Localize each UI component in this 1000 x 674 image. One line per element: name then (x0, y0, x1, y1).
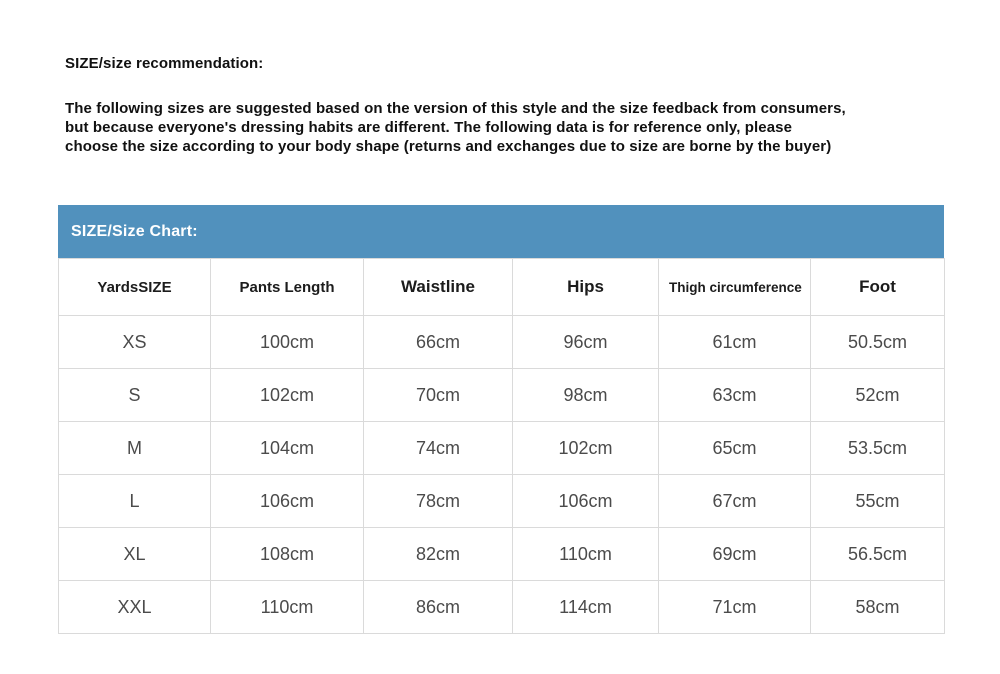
column-header: Pants Length (211, 259, 364, 316)
measurement-cell: 102cm (513, 422, 659, 475)
measurement-cell: 74cm (364, 422, 513, 475)
measurement-cell: 66cm (364, 316, 513, 369)
column-header: Thigh circumference (659, 259, 811, 316)
measurement-cell: 110cm (513, 528, 659, 581)
table-row (59, 528, 945, 581)
size-chart-banner: SIZE/Size Chart: (58, 205, 944, 258)
table-row (59, 581, 945, 634)
measurement-cell: 104cm (211, 422, 364, 475)
measurement-cell: 102cm (211, 369, 364, 422)
intro-line-2: but because everyone's dressing habits are different. The following data is for reference only, please (65, 119, 793, 136)
measurement-cell: 55cm (811, 475, 945, 528)
measurement-cell: 70cm (364, 369, 513, 422)
table-row (59, 475, 945, 528)
measurement-cell: 61cm (659, 316, 811, 369)
intro-line-1: The following sizes are suggested based on the version of this style and the size feedback from consumers, (65, 100, 846, 117)
measurement-cell: 108cm (211, 528, 364, 581)
column-header: Waistline (364, 259, 513, 316)
measurement-cell: 106cm (211, 475, 364, 528)
measurement-cell: 82cm (364, 528, 513, 581)
measurement-cell: 106cm (513, 475, 659, 528)
intro-paragraph (65, 99, 955, 156)
measurement-cell: 50.5cm (811, 316, 945, 369)
measurement-cell: 71cm (659, 581, 811, 634)
measurement-cell: 86cm (364, 581, 513, 634)
column-header: Foot (811, 259, 945, 316)
measurement-cell: 114cm (513, 581, 659, 634)
measurement-cell: 53.5cm (811, 422, 945, 475)
header-row (59, 259, 945, 316)
size-label-cell: XL (59, 528, 211, 581)
measurement-cell: 110cm (211, 581, 364, 634)
measurement-cell: 67cm (659, 475, 811, 528)
size-label-cell: S (59, 369, 211, 422)
measurement-cell: 100cm (211, 316, 364, 369)
table-row (59, 316, 945, 369)
size-table-head (59, 259, 945, 316)
column-header: YardsSIZE (59, 259, 211, 316)
measurement-cell: 52cm (811, 369, 945, 422)
table-row (59, 422, 945, 475)
size-label-cell: L (59, 475, 211, 528)
measurement-cell: 78cm (364, 475, 513, 528)
measurement-cell: 69cm (659, 528, 811, 581)
measurement-cell: 65cm (659, 422, 811, 475)
size-chart-section (58, 205, 944, 634)
size-table-body (59, 316, 945, 634)
size-table (58, 258, 945, 634)
size-label-cell: M (59, 422, 211, 475)
measurement-cell: 58cm (811, 581, 945, 634)
measurement-cell: 96cm (513, 316, 659, 369)
measurement-cell: 56.5cm (811, 528, 945, 581)
measurement-cell: 63cm (659, 369, 811, 422)
intro-line-3: choose the size according to your body shape (returns and exchanges due to size are borne by the buyer) (65, 138, 832, 155)
table-row (59, 369, 945, 422)
size-label-cell: XXL (59, 581, 211, 634)
measurement-cell: 98cm (513, 369, 659, 422)
page-title: SIZE/size recommendation: (65, 55, 264, 72)
size-label-cell: XS (59, 316, 211, 369)
column-header: Hips (513, 259, 659, 316)
